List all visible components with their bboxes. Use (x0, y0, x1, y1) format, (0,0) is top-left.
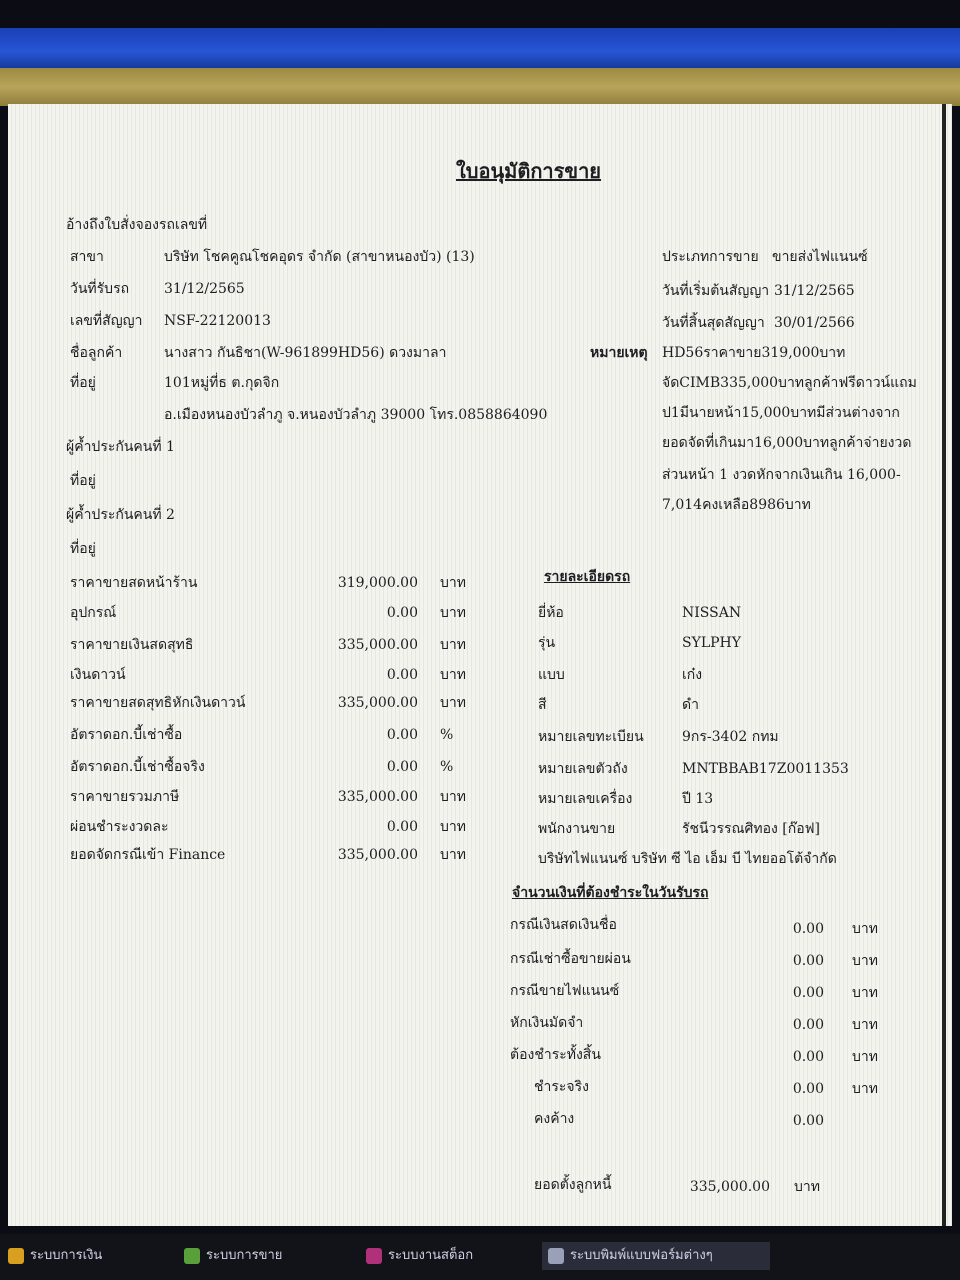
car-value: NISSAN (682, 605, 742, 621)
contract-no-label: เลขที่สัญญา (70, 313, 143, 329)
payment-unit: บาท (852, 953, 878, 969)
price-unit: บาท (440, 819, 466, 835)
note-line: ป1มีนายหน้า15,000บาทมีส่วนต่างจาก (662, 405, 900, 421)
payment-value: 0.00 (792, 985, 824, 1001)
taskbar-item-label: ระบบพิมพ์แบบฟอร์มต่างๆ (570, 1248, 713, 1263)
note-line: HD56ราคาขาย319,000บาท (662, 345, 846, 361)
taskbar-item-print-forms[interactable] (542, 1242, 770, 1270)
paid-unit: บาท (852, 1081, 878, 1097)
payment-label: กรณีเงินสดเงินชื่อ (510, 917, 617, 933)
car-value: ปี 13 (682, 791, 714, 807)
contract-end-value: 30/01/2566 (774, 315, 855, 331)
debt-value: 335,000.00 (689, 1179, 770, 1195)
price-label: ยอดจัดกรณีเข้า Finance (70, 847, 226, 863)
sale-type-label: ประเภทการขาย (662, 249, 759, 265)
payment-unit: บาท (852, 985, 878, 1001)
paid-value: 0.00 (792, 1081, 824, 1097)
price-label: อัตราดอก.บี้เช่าซื้อ (70, 727, 183, 743)
taskbar-item-label: ระบบการเงิน (30, 1248, 103, 1263)
price-label: เงินดาวน์ (70, 667, 126, 683)
price-value: 335,000.00 (337, 695, 418, 711)
car-value: รัชนีวรรณศิทอง [ก๊อฟ] (682, 821, 821, 837)
car-label: พนักงานขาย (538, 821, 616, 837)
price-label: ราคาขายสดสุทธิหักเงินดาวน์ (70, 695, 246, 711)
price-label: อุปกรณ์ (70, 605, 117, 621)
ref-label: อ้างถึงใบสั่งจองรถเลขที่ (66, 217, 208, 233)
payment-value: 0.00 (792, 1017, 824, 1033)
print-forms-icon (548, 1248, 564, 1264)
guarantor1-label: ผู้ค้ำประกันคนที่ 1 (66, 439, 175, 455)
taskbar-item-finance[interactable] (2, 1242, 190, 1270)
price-unit: บาท (440, 789, 466, 805)
note-line: จัดCIMB335,000บาทลูกค้าฟรีดาวน์แถม (662, 375, 917, 391)
price-unit: บาท (440, 695, 466, 711)
address-line1: 101หมู่ที่ธ ต.กุดจิก (164, 375, 280, 391)
customer-value: นางสาว กันธิชา(W-961899HD56) ดวงมาลา (164, 345, 447, 361)
contract-start-label: วันที่เริ่มต้นสัญญา (662, 283, 770, 299)
car-label: แบบ (538, 667, 565, 683)
price-unit: % (440, 727, 454, 743)
payment-label: กรณีขายไฟแนนซ์ (510, 983, 620, 999)
price-label: อัตราดอก.บี้เช่าซื้อจริง (70, 759, 205, 775)
car-value: SYLPHY (682, 635, 742, 651)
car-value: 9กร-3402 กทม (682, 729, 779, 745)
price-value: 0.00 (386, 667, 418, 683)
receive-date-label: วันที่รับรถ (70, 281, 130, 297)
report-title: ใบอนุมัติการขาย (456, 159, 602, 183)
price-label: ผ่อนชำระงวดละ (70, 819, 169, 835)
sale-type-value: ขายส่งไฟแนนซ์ (772, 249, 868, 265)
payment-unit: บาท (852, 1017, 878, 1033)
price-value: 335,000.00 (337, 637, 418, 653)
debt-label: ยอดตั้งลูกหนี้ (534, 1177, 612, 1193)
contract-end-label: วันที่สิ้นสุดสัญญา (662, 315, 765, 331)
price-unit: บาท (440, 605, 466, 621)
payment-unit: บาท (852, 1049, 878, 1065)
car-label: หมายเลขทะเบียน (538, 729, 644, 745)
price-unit: บาท (440, 637, 466, 653)
note-label: หมายเหตุ (590, 345, 648, 361)
price-value: 335,000.00 (337, 789, 418, 805)
car-label: ยี่ห้อ (538, 605, 564, 621)
taskbar-item-sales[interactable] (178, 1242, 376, 1270)
remaining-label: คงค้าง (534, 1111, 575, 1127)
guarantor1-address-label: ที่อยู่ (70, 473, 96, 489)
branch-label: สาขา (70, 249, 104, 265)
address-line2: อ.เมืองหนองบัวลำภู จ.หนองบัวลำภู 39000 โทร.0858864090 (164, 407, 548, 423)
car-value: MNTBBAB17Z0011353 (682, 761, 849, 777)
taskbar-item-label: ระบบการขาย (206, 1248, 283, 1263)
payment-label: หักเงินมัดจำ (510, 1015, 584, 1031)
price-value: 0.00 (386, 759, 418, 775)
price-value: 0.00 (386, 605, 418, 621)
price-label: ราคาขายเงินสดสุทธิ (70, 637, 194, 653)
customer-label: ชื่อลูกค้า (70, 345, 123, 361)
toolbar-band (0, 68, 960, 106)
taskbar (0, 1234, 960, 1280)
note-line: 7,014คงเหลือ8986บาท (662, 497, 811, 513)
car-label: หมายเลขตัวถัง (538, 761, 628, 777)
receive-date-value: 31/12/2565 (164, 281, 245, 297)
price-label: ราคาขายสดหน้าร้าน (70, 575, 198, 591)
price-label: ราคาขายรวมภาษี (70, 789, 180, 805)
contract-start-value: 31/12/2565 (774, 283, 855, 299)
guarantor2-label: ผู้ค้ำประกันคนที่ 2 (66, 507, 175, 523)
stock-icon (366, 1248, 382, 1264)
taskbar-item-label: ระบบงานสต็อก (388, 1248, 474, 1263)
price-value: 0.00 (386, 819, 418, 835)
car-label: รุ่น (538, 635, 556, 651)
payment-value: 0.00 (792, 1049, 824, 1065)
payment-heading: จำนวนเงินที่ต้องชำระในวันรับรถ (512, 885, 709, 901)
note-line: ยอดจัดที่เกินมา16,000บาทลูกค้าจ่ายงวด (662, 435, 912, 451)
price-unit: บาท (440, 667, 466, 683)
price-unit: % (440, 759, 454, 775)
payment-label: กรณีเช่าซื้อขายผ่อน (510, 951, 631, 967)
remaining-value: 0.00 (792, 1113, 824, 1129)
car-label: หมายเลขเครื่อง (538, 791, 633, 807)
payment-label: ต้องชำระทั้งสิ้น (510, 1047, 601, 1063)
finance-company: บริษัทไฟแนนซ์ บริษัท ซี ไอ เอ็ม บี ไทยออโต้จำกัด (538, 851, 837, 867)
debt-unit: บาท (794, 1179, 820, 1195)
window-title-bar (0, 28, 960, 68)
car-label: สี (538, 697, 547, 713)
price-value: 335,000.00 (337, 847, 418, 863)
paid-label: ชำระจริง (534, 1079, 589, 1095)
report-page (8, 104, 952, 1226)
contract-no-value: NSF-22120013 (164, 313, 271, 329)
price-unit: บาท (440, 575, 466, 591)
taskbar-item-stock[interactable] (360, 1242, 558, 1270)
price-value: 319,000.00 (337, 575, 418, 591)
guarantor2-address-label: ที่อยู่ (70, 541, 96, 557)
payment-unit: บาท (852, 921, 878, 937)
car-details-heading: รายละเอียดรถ (544, 569, 631, 585)
price-value: 0.00 (386, 727, 418, 743)
finance-icon (8, 1248, 24, 1264)
car-value: ดำ (682, 697, 699, 713)
note-line: ส่วนหน้า 1 งวดหักจากเงินเกิน 16,000- (662, 467, 901, 483)
page-edge (942, 104, 946, 1226)
sales-icon (184, 1248, 200, 1264)
payment-value: 0.00 (792, 953, 824, 969)
branch-value: บริษัท โชคคูณโชคอุดร จำกัด (สาขาหนองบัว) (13) (164, 249, 475, 265)
price-unit: บาท (440, 847, 466, 863)
car-value: เก๋ง (682, 667, 703, 683)
address-label: ที่อยู่ (70, 375, 96, 391)
payment-value: 0.00 (792, 921, 824, 937)
